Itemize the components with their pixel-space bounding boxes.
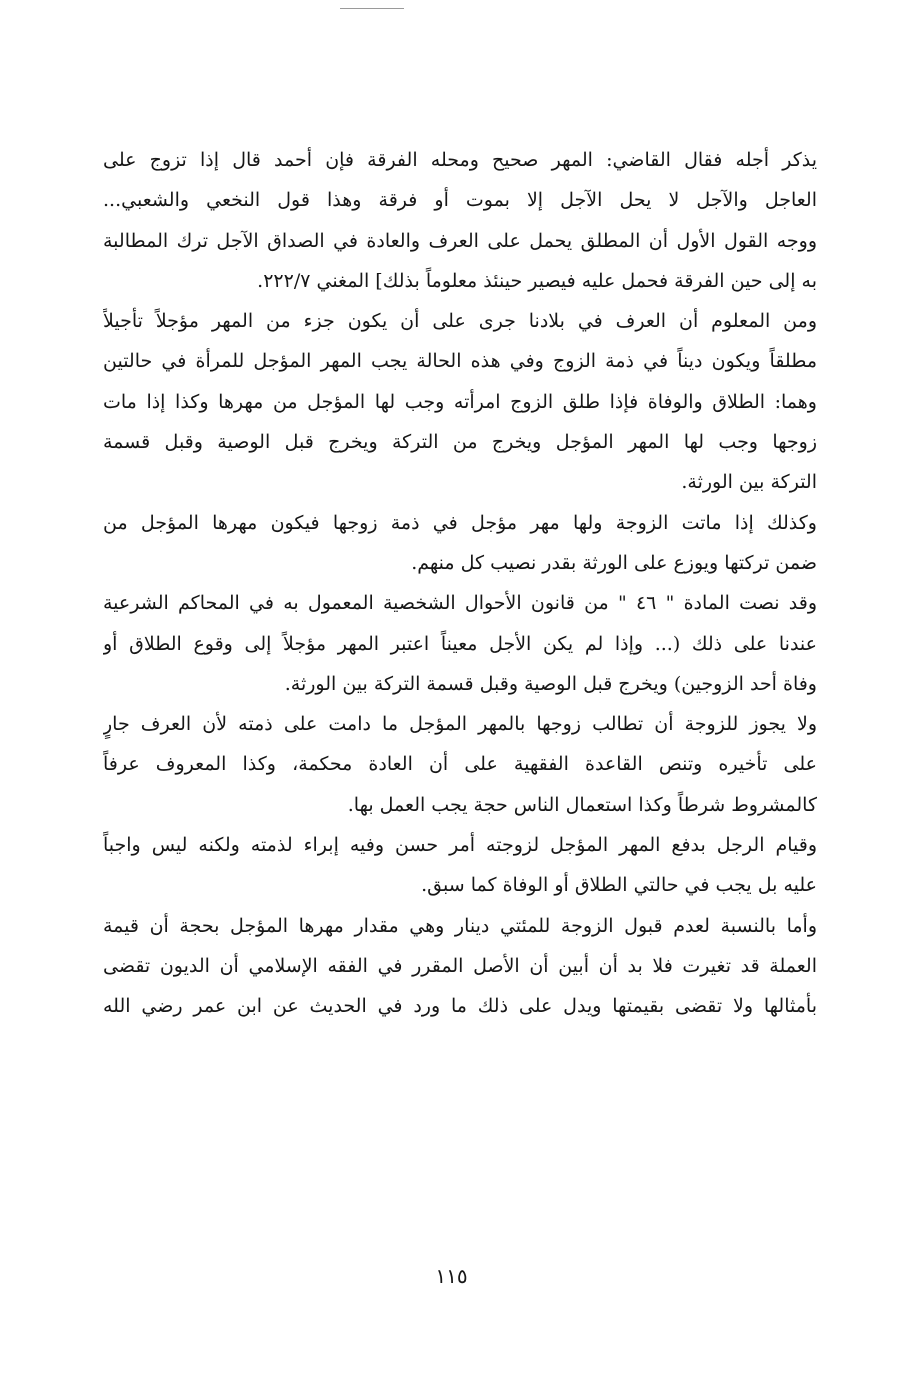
page-number: ١١٥	[435, 1264, 468, 1288]
text-line: مطلقاً ويكون ديناً في ذمة الزوج وفي هذه الحالة يجب المهر المؤجل للمرأة في حالتين	[103, 350, 817, 373]
text-line: العملة قد تغيرت فلا بد أن أبين أن الأصل المقرر في الفقه الإسلامي أن الديون تقضى	[103, 954, 817, 977]
text-line: عندنا على ذلك (... وإذا لم يكن الأجل معيناً اعتبر المهر مؤجلاً إلى وقوع الطلاق أو	[103, 632, 817, 655]
text-line: يذكر أجله فقال القاضي: المهر صحيح ومحله الفرقة فإن أحمد قال إذا تزوج على	[103, 149, 817, 171]
text-line: وقيام الرجل بدفع المهر المؤجل لزوجته أمر حسن وفيه إبراء لذمته ولكنه ليس واجباً	[103, 834, 817, 857]
text-line: زوجها وجب لها المهر المؤجل ويخرج من التركة ويخرج قبل الوصية وقبل قسمة	[103, 431, 817, 454]
text-line: به إلى حين الفرقة فحمل عليه فيصير حينئذ معلوماً بذلك] المغني ٢٢٢/٧.	[257, 269, 817, 292]
text-line: ووجه القول الأول أن المطلق يحمل على العرف والعادة في الصداق الآجل ترك المطالبة	[103, 229, 817, 252]
text-line: وكذلك إذا ماتت الزوجة ولها مهر مؤجل في ذمة زوجها فيكون مهرها المؤجل من	[103, 511, 817, 534]
text-line: وقد نصت المادة " ٤٦ " من قانون الأحوال الشخصية المعمول به في المحاكم الشرعية	[103, 592, 817, 615]
text-line: ولا يجوز للزوجة أن تطالب زوجها بالمهر المؤجل ما دامت على ذمته لأن العرف جارٍ	[103, 713, 817, 736]
text-line: كالمشروط شرطاً وكذا استعمال الناس حجة يجب العمل بها.	[347, 793, 817, 816]
text-line: ومن المعلوم أن العرف في بلادنا جرى على أن يكون جزء من المهر مؤجلاً تأجيلاً	[103, 310, 817, 333]
text-line: على تأخيره وتنص القاعدة الفقهية على أن العادة محكمة، وكذا المعروف عرفاً	[103, 753, 817, 776]
text-line: العاجل والآجل لا يحل الآجل إلا بموت أو فرقة وهذا قول النخعي والشعبي...	[103, 189, 817, 212]
text-line: بأمثالها ولا تقضى بقيمتها ويدل على ذلك ما ورد في الحديث عن ابن عمر رضي الله	[103, 995, 817, 1018]
body-text	[103, 140, 817, 1027]
text-line: ضمن تركتها ويوزع على الورثة بقدر نصيب كل منهم.	[411, 551, 817, 574]
text-line: وفاة أحد الزوجين) ويخرج قبل الوصية وقبل قسمة التركة بين الورثة.	[284, 672, 817, 695]
text-line: التركة بين الورثة.	[681, 471, 817, 494]
text-line: وأما بالنسبة لعدم قبول الزوجة للمئتي دينار وهي مقدار مهرها المؤجل بحجة أن قيمة	[103, 914, 817, 937]
header-rule	[340, 8, 404, 9]
text-line: عليه بل يجب في حالتي الطلاق أو الوفاة كما سبق.	[421, 874, 817, 897]
text-line: وهما: الطلاق والوفاة فإذا طلق الزوج امرأته وجب لها المؤجل من مهرها وكذا إذا مات	[103, 390, 817, 413]
